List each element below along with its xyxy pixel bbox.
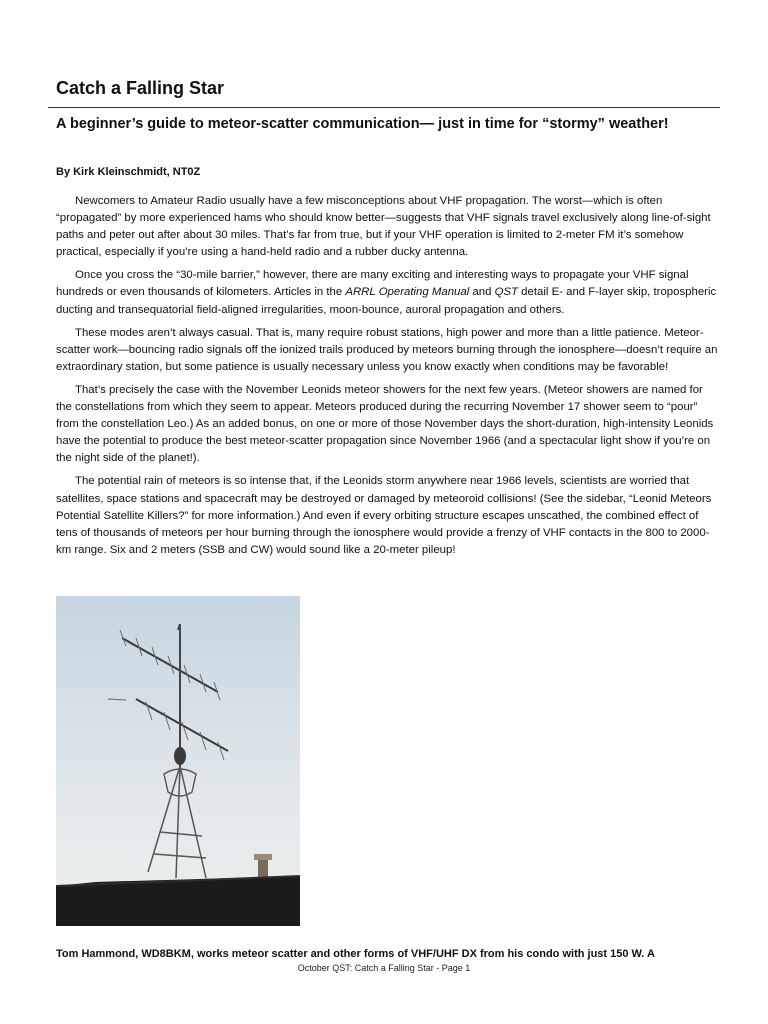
body-paragraph bbox=[56, 267, 718, 318]
paragraph-text: Newcomers to Amateur Radio usually have a few misconceptions about VHF propagation. The worst—which is often “propagated” by more experienced hams who should know better—suggests that VHF signals travel exclusively along line-of-sight paths and peter out after about 30 miles. That’s far from true, but if your VHF operation is limited to 2-meter FM it’s somehow practical, especially if you’re using a hand-held radio and a rubber ducky antenna. bbox=[56, 195, 711, 259]
paragraph-text: The potential rain of meteors is so intense that, if the Leonids storm anywhere near 1966 levels, scientists are worried that satellites, space stations and spacecraft may be destroyed or damaged by meteoroid collisions! (See the sidebar, “Leonid Meteors Potential Satellite Killers?” for more information.) And even if every orbiting structure escapes unscathed, the combined effect of tens of thousands of meteors per hour burning through the ionosphere would provide a frenzy of VHF contacts in the 800 to 2000-km range. Six and 2 meters (SSB and CW) would sound like a 20-meter pileup! bbox=[56, 475, 712, 556]
paragraph-text: These modes aren’t always casual. That is, many require robust stations, high power and more than a little patience. Meteor- scatter work—bouncing radio signals off the ionized trails produced by meteors burning through the ionosphere—doesn’t require an extraordinary station, but some patience is usually necessary unless you know exactly when conditions may be favorable! bbox=[56, 326, 718, 373]
title-rule bbox=[48, 107, 720, 108]
article-byline: By Kirk Kleinschmidt, NT0Z bbox=[56, 166, 201, 178]
paragraph-text: and bbox=[469, 286, 495, 299]
copyright-line bbox=[0, 975, 768, 980]
italic-title: QST bbox=[494, 286, 519, 299]
paragraph-text: detail E- and F-layer skip, tropospheric ducting and transequatorial field-aligned irregularities, moon-bounce, auroral propagation and others. bbox=[56, 286, 717, 316]
paragraph-text: That’s precisely the case with the November Leonids meteor showers for the next few years. (Meteor showers are named for the constellations from which they seem to appear. Meteors produced during the recurring November 17 shower seem to “pour” from the constellation Leo.) As an added bonus, on one or more of those November days the short-duration, high-intensity Leonids have the potential to produce the best meteor-scatter propagation since November 1966 (and a spectacular light show if you’re on the night side of the planet!). bbox=[56, 383, 714, 465]
body-paragraph bbox=[56, 193, 718, 261]
antenna-photo bbox=[56, 596, 300, 926]
photo-caption: Tom Hammond, WD8BKM, works meteor scatter and other forms of VHF/UHF DX from his condo with just 150 W. A bbox=[56, 948, 655, 960]
page-footer: October QST: Catch a Falling Star - Page 1 bbox=[297, 963, 471, 973]
article-body bbox=[56, 193, 718, 565]
body-paragraph bbox=[56, 325, 718, 376]
italic-title: ARRL Operating Manual bbox=[345, 286, 470, 299]
article-title: Catch a Falling Star bbox=[56, 78, 225, 98]
antenna-photo-graphic bbox=[56, 596, 300, 926]
article-subtitle: A beginner’s guide to meteor-scatter communication— just in time for “stormy” weather! bbox=[56, 116, 669, 132]
body-paragraph bbox=[56, 382, 718, 467]
body-paragraph bbox=[56, 473, 718, 558]
paragraph-text: Once you cross the “30-mile barrier,” however, there are many exciting and interesting ways to propagate your VHF signal hundreds or even thousands of kilometers. Articles in the bbox=[56, 269, 689, 299]
